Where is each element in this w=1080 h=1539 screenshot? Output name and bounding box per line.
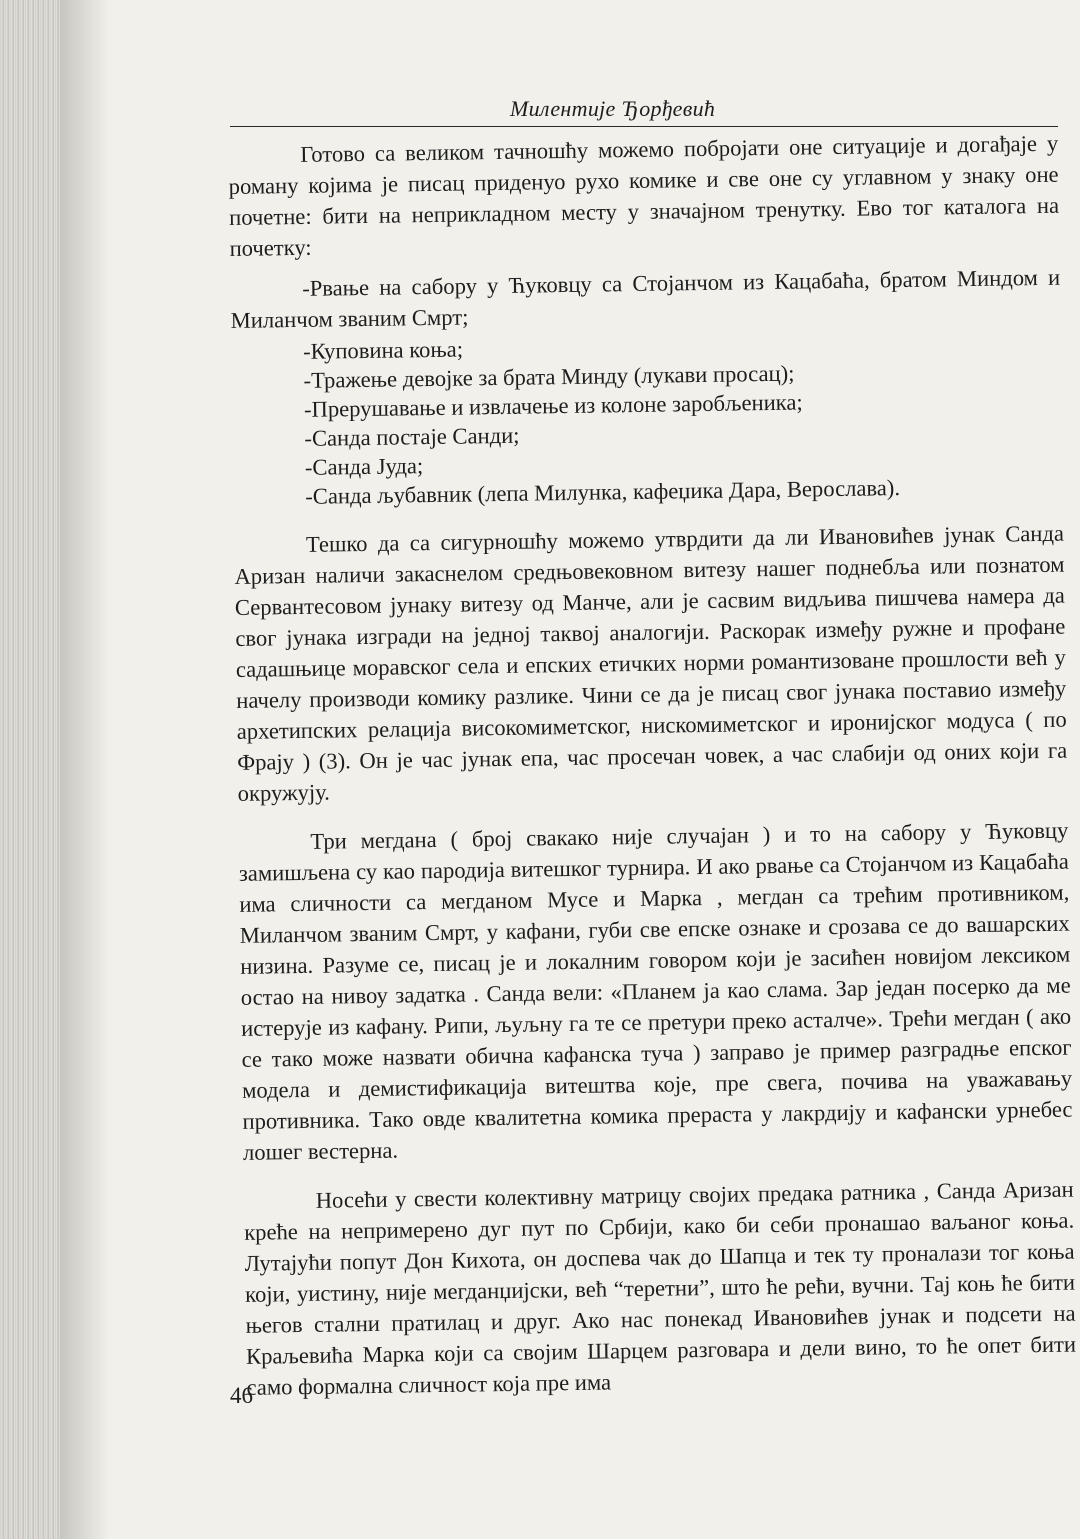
catalog-item-7: -Санда љубавник (лепа Милунка, кафеџика Дара, Верослава). bbox=[305, 475, 901, 509]
paragraph-2: Тешко да са сигурношћу можемо утврдити да ли Ивановићев јунак Санда Аризан наличи закаснелом средњовековном витезу нашег поднебља или познатом Сервантесовом јунаку витезу од Манче, али је сасвим видљива пишчева намера да свог јунака изгради на једној таквој аналогији. Раскорак између ружне и профане садашњице моравског села и епских етичких норми романтизоване прошлости већ у начелу производи комику разлике. Чини се да је писац свог јунака поставио између архетипских релација високомиметског, нискомиметског и иронијског модуса ( по Фрају ) (3). Он је час јунак епа, час просечан човек, а час слабији од оних који га окружују. bbox=[234, 520, 1068, 806]
gutter-shadow bbox=[60, 0, 110, 1539]
catalog-item-2: -Куповина коња; bbox=[302, 336, 464, 364]
running-head: Милентије Ђорђевић bbox=[510, 96, 716, 121]
catalog-list bbox=[230, 262, 1063, 512]
page-number: 46 bbox=[230, 1383, 253, 1408]
catalog-item-6: -Санда Јуда; bbox=[304, 453, 424, 480]
catalog-item-3: -Тражење девојке за брата Минду (лукави просац); bbox=[303, 360, 795, 393]
header-rule bbox=[230, 126, 1058, 127]
paragraph-4: Носећи у свести колективну матрицу својих предака ратника , Санда Аризан креће на непримерено дуг пут по Србији, како би себи пронашао ваљаног коња. Лутајући попут Дон Кихота, он доспева чак до Шапца и тек ту проналази тог коња који, уистину, није мегданџијски, већ “теретни”, што ће рећи, вучни. Тај коњ ће бити његов стални пратилац и друг. Ако нас понекад Ивановићев јунак и подсети на Краљевића Марка који са својим Шарцем разговара и дели вино, то ће опет бити само формална сличност која пре има bbox=[244, 1176, 1077, 1400]
paragraph-3: Три мегдана ( број свакако није случајан ) и то на сабору у Ћуковцу замишљена су као пародија витешког турнира. И ако рвање са Стојанчом из Кацабаћа има сличности са мегданом Мусе и Марка , мегдан са трећим противником, Миланчом званим Смрт, у кафани, губи све епске ознаке и срозава се до вашарских низина. Разуме се, писац је и локалним говором који је засићен новијом лексиком остао на нивоу задатка . Санда вели: «Планем ја као слама. Зар један посерко да ме истерује из кафану. Рипи, љуљну га те се претури преко асталче». Трећи мегдан ( ако се тако може назвати обична кафанска туча ) заправо је пример разградње епског модела и демистификација витештва које, пре свега, почива на уважавању противника. Тако овде квалитетна комика прераста у лакрдију и кафански урнебес лошег вестерна. bbox=[238, 817, 1073, 1165]
page-edge-stack bbox=[0, 0, 60, 1539]
catalog-item-5: -Санда постаје Санди; bbox=[304, 422, 520, 451]
paragraph-1: Готово са великом тачношћу можемо побројати оне ситуације и догађаје у роману којима је писац приденуо рухо комике и све оне су углавном у знаку оне почетне: бити на неприкладном месту у значајном тренутку. Ево тог каталога на почетку: bbox=[228, 130, 1060, 261]
body-text bbox=[228, 128, 1077, 1421]
catalog-item-1: -Рвање на сабору у Ћуковцу са Стојанчом из Кацабаћа, братом Миндом и Миланчом званим Смрт; bbox=[230, 264, 1061, 333]
catalog-item-4: -Прерушавање и извлачење из колоне заробљеника; bbox=[303, 389, 803, 422]
